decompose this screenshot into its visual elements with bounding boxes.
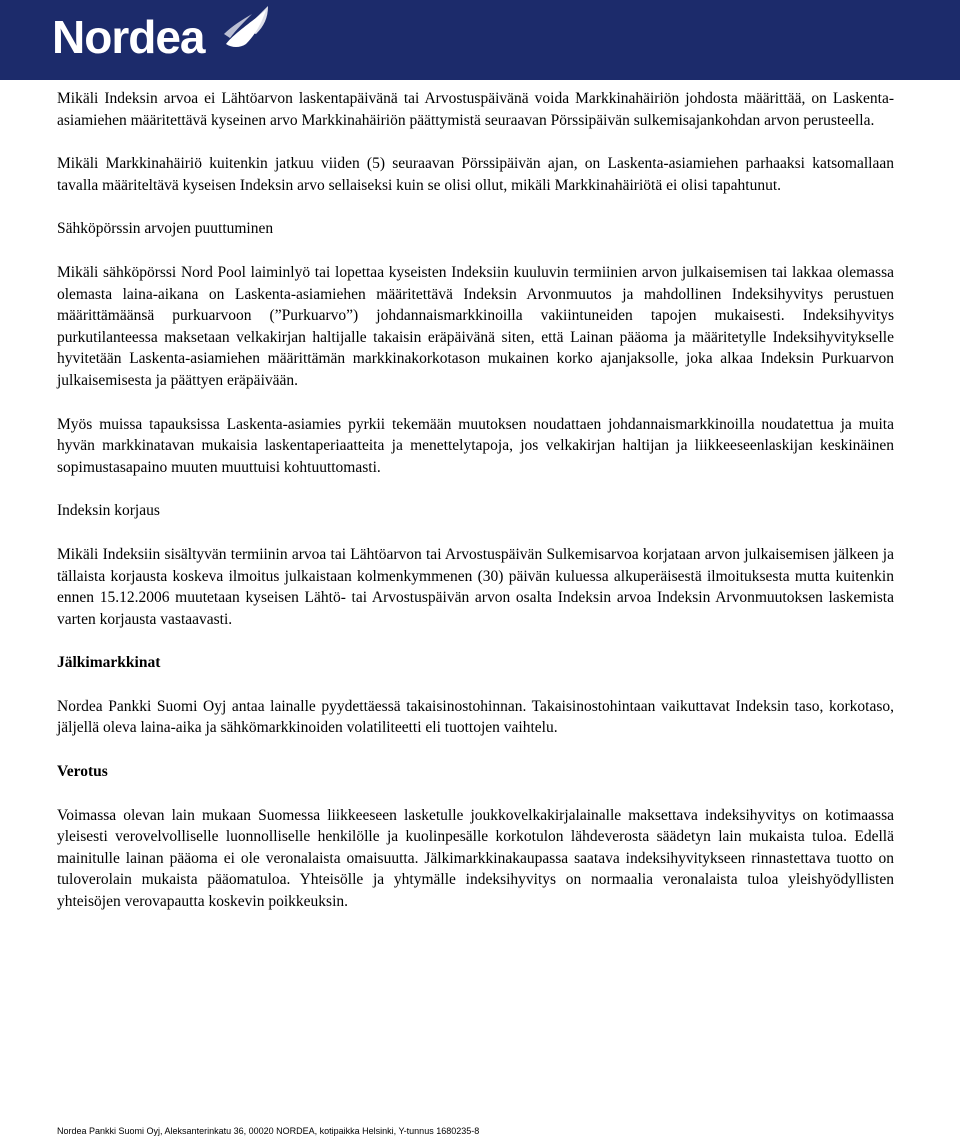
page-header [0, 0, 960, 80]
logo-text: Nordea [52, 11, 205, 63]
document-body [57, 88, 894, 935]
nordea-logo [52, 4, 204, 64]
paragraph: Mikäli sähköpörssi Nord Pool laiminlyö tai lopettaa kyseisten Indeksiin kuuluvin termiinien arvon julkaisemisen tai lakkaa olemassa olemasta laina-aikana on Laskenta-asiamiehen määritettävä Indeksin Arvonmuutos ja mahdollinen Indeksihyvitys perustuen määrittämäänsä purkuarvoon (”Purkuarvo”) johdannaismarkkinoilla vakiintuneiden tapojen mukaisesti. Indeksihyvitys purkutilanteessa maksetaan velkakirjan haltijalle takaisin eräpäivänä siten, että Lainan pääoma ja määritetylle Indeksihyvitykselle hyvitetään Laskenta-asiamiehen määrittämän markkinakorkotason mukainen korko ajanjaksolle, joka alkaa Indeksin Purkuarvon julkaisemisesta ja päättyen eräpäivään. [57, 263, 894, 389]
section-heading: Indeksin korjaus [57, 502, 160, 520]
section-heading: Verotus [57, 763, 108, 781]
paragraph: Voimassa olevan lain mukaan Suomessa liikkeeseen lasketulle joukkovelkakirjalainalle maksettava indeksihyvitys on kotimaassa yleisesti verovelvolliselle luonnolliselle henkilölle ja kuolinpesälle korkotulon lähdeverosta säädetyn lain mukaista tuloa. Edellä mainitulle lainan pääoma ei ole veronalaista omaisuutta. Jälkimarkkinakaupassa saatava indeksihyvitykseen rinnastettava tuotto on tuloverolain mukaista pääomatuloa. Yhteisölle ja yhtymälle indeksihyvitys on normaalia veronalaista tuloa yleishyödyllisten yhteisöjen verovapautta koskevin poikkeuksin. [57, 806, 894, 911]
section-heading: Jälkimarkkinat [57, 654, 161, 672]
paragraph: Myös muissa tapauksissa Laskenta-asiamies pyrkii tekemään muutoksen noudattaen johdannaismarkkinoilla noudatettua ja muita hyvän markkinatavan mukaisia laskentaperiaatteita ja menettelytapoja, jos velkakirjan haltijan ja liikkeeseenlaskijan keskinäinen sopimustasapaino muuten muuttuisi kohtuuttomasti. [57, 415, 894, 476]
section-heading: Sähköpörssin arvojen puuttuminen [57, 220, 274, 238]
sail-icon [222, 4, 272, 52]
page-footer: Nordea Pankki Suomi Oyj, Aleksanterinkatu 36, 00020 NORDEA, kotipaikka Helsinki, Y-tunnus 1680235-8 [57, 1126, 480, 1136]
paragraph: Nordea Pankki Suomi Oyj antaa lainalle pyydettäessä takaisinostohinnan. Takaisinostohintaan vaikuttavat Indeksin taso, korkotaso, jäljellä oleva laina-aika ja sähkömarkkinoiden volatiliteetti eli tuottojen vaihtelu. [57, 697, 894, 737]
paragraph: Mikäli Indeksin arvoa ei Lähtöarvon laskentapäivänä tai Arvostuspäivänä voida Markkinahäiriön johdosta määrittää, on Laskenta-asiamiehen määritettävä kyseinen arvo Markkinahäiriön päättymistä seuraavan Pörssipäivän sulkemisajankohdan arvon perusteella. [57, 90, 894, 129]
paragraph: Mikäli Indeksiin sisältyvän termiinin arvoa tai Lähtöarvon tai Arvostuspäivän Sulkemisarvoa korjataan arvon julkaisemisen jälkeen ja tällaista korjausta koskeva ilmoitus julkaistaan kolmenkymmenen (30) päivän kuluessa alkuperäisestä ilmoituksesta mutta kuitenkin ennen 15.12.2006 muutetaan kyseisen Lähtö- tai Arvostuspäivän arvon osalta Indeksin arvoa Indeksin Arvonmuutoksen laskemista varten korjausta vastaavasti. [57, 545, 894, 628]
paragraph: Mikäli Markkinahäiriö kuitenkin jatkuu viiden (5) seuraavan Pörssipäivän ajan, on Laskenta-asiamiehen parhaaksi katsomallaan tavalla määriteltävä kyseisen Indeksin arvo sellaiseksi kuin se olisi ollut, mikäli Markkinahäiriötä ei olisi tapahtunut. [57, 155, 894, 194]
